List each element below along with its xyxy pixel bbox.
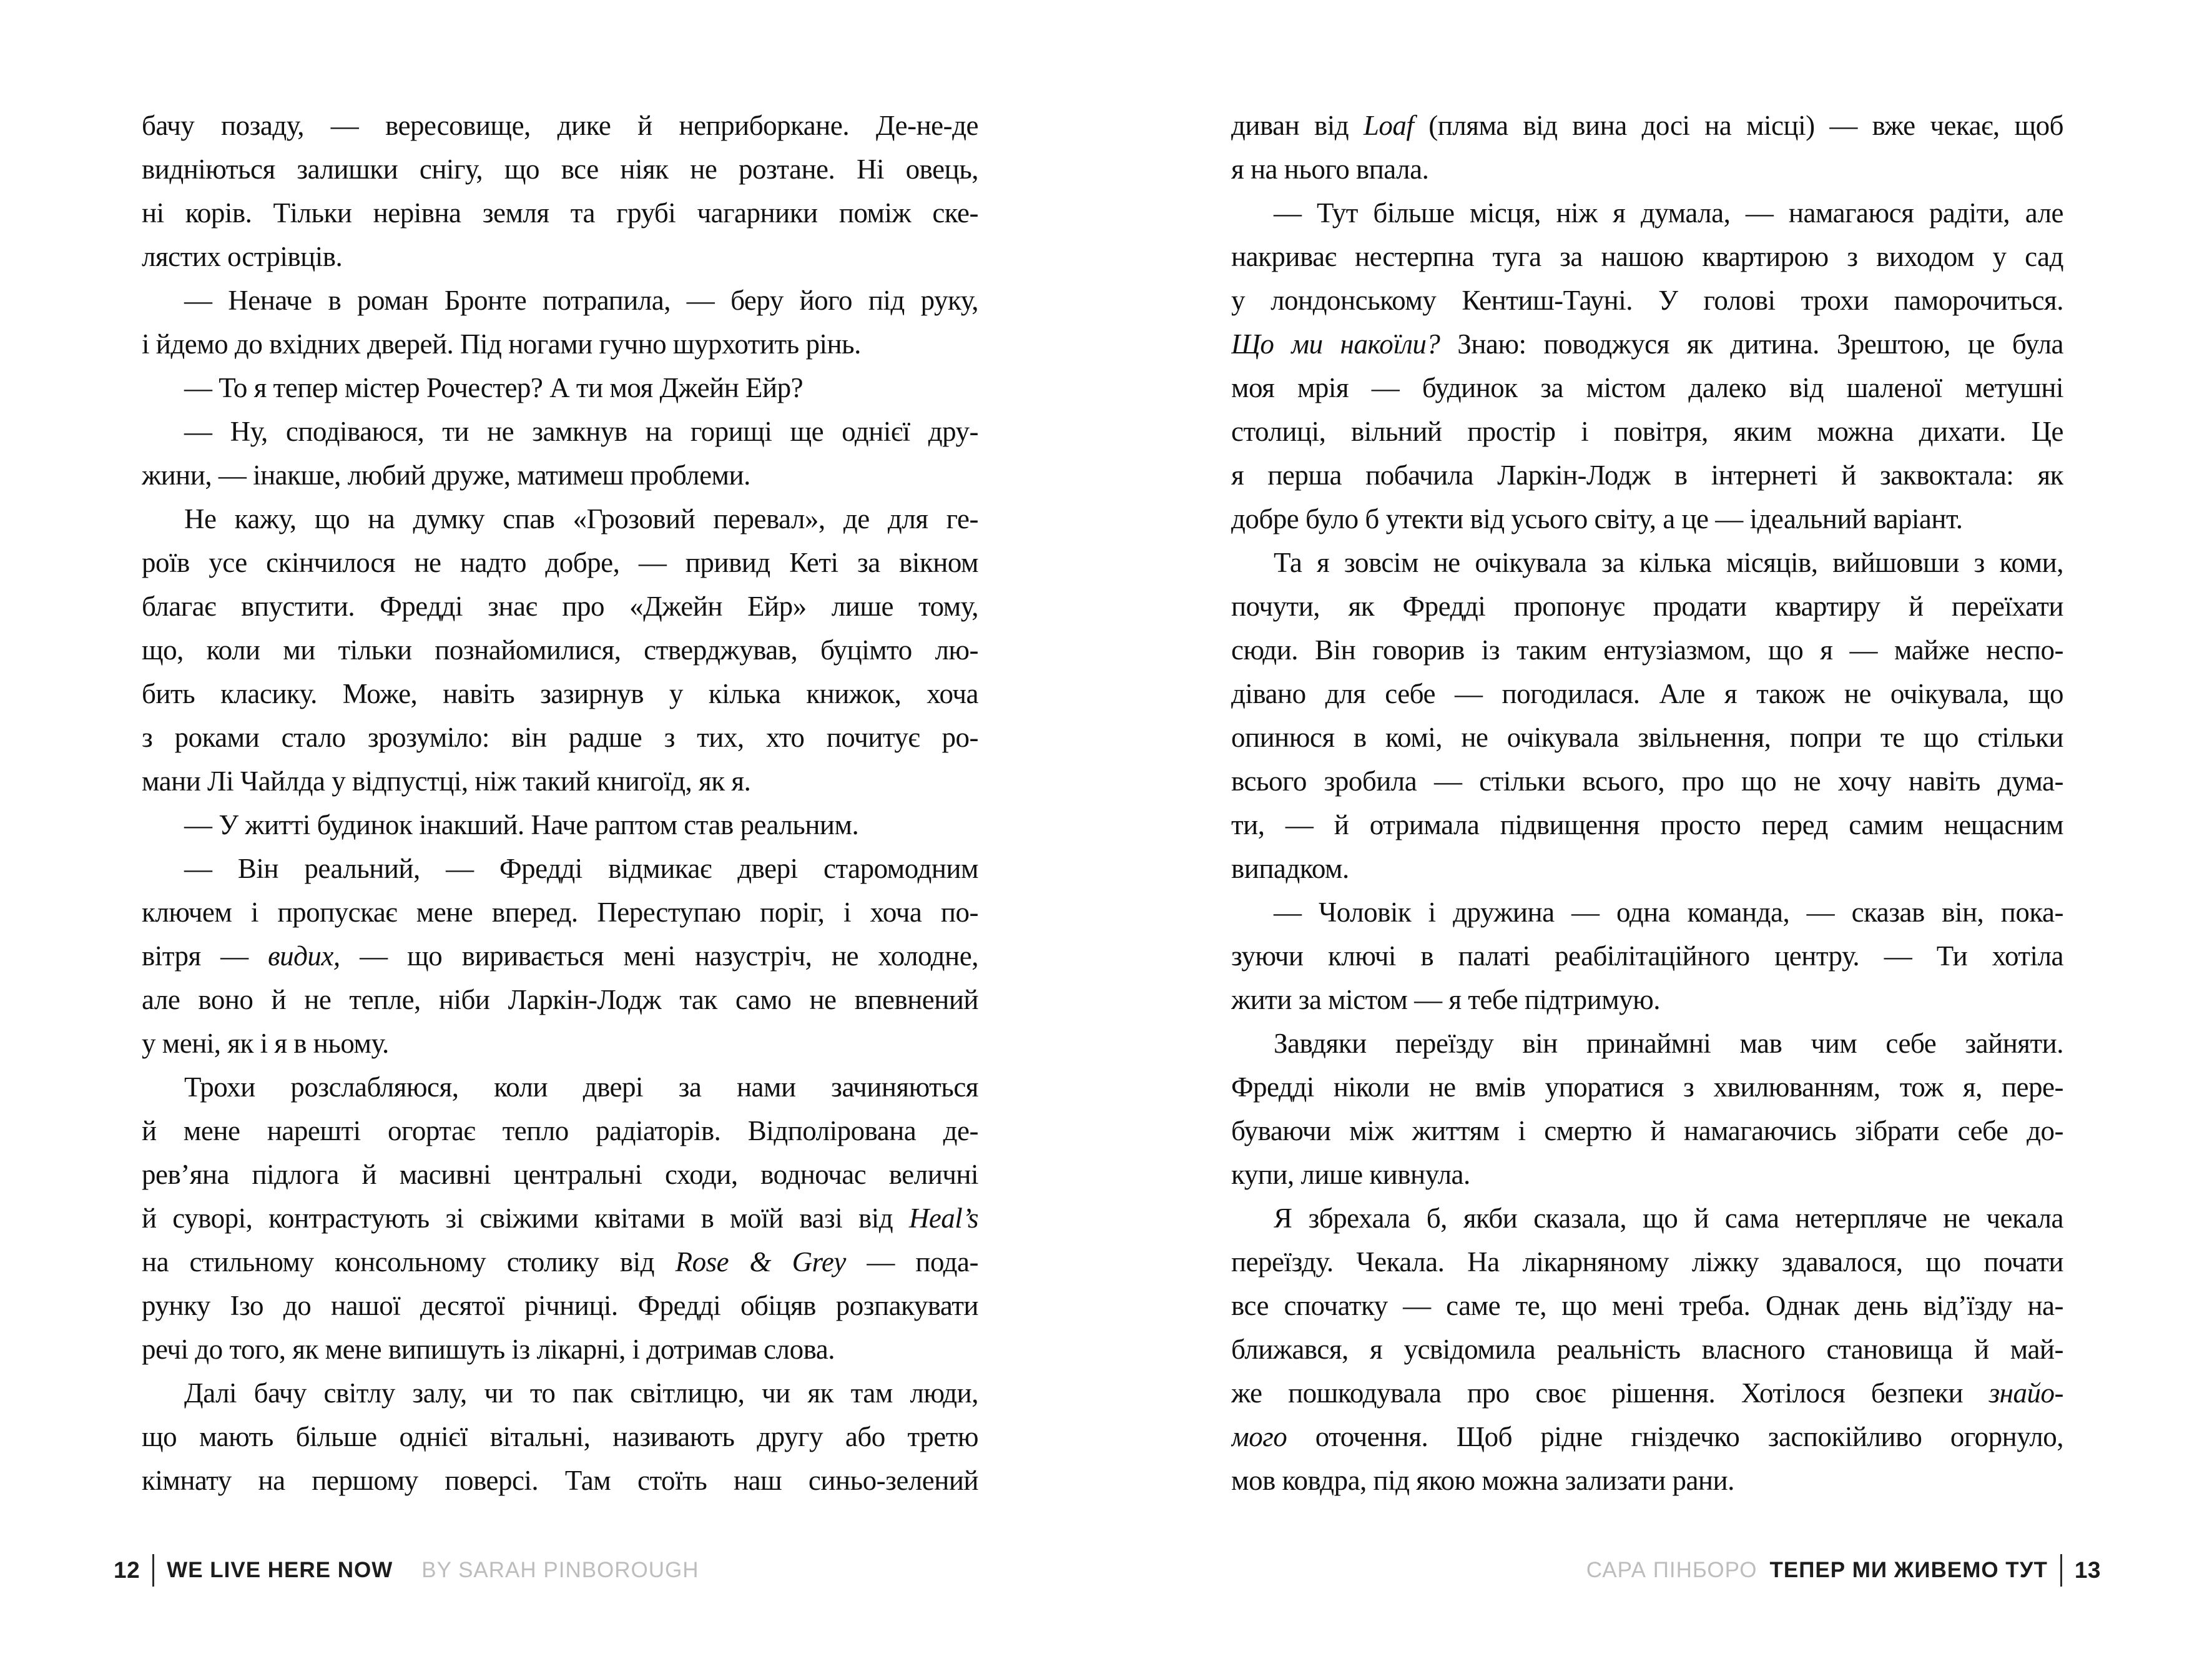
right-page-footer [1586,1553,2101,1587]
text-segment: купи, лише кивнула. [1231,1159,1470,1190]
text-line [1231,628,2063,672]
text-line [1231,1153,2063,1196]
text-line [1231,716,2063,759]
text-line [142,1021,978,1065]
text-segment: — що виривається мені назустріч, не холодне, [340,940,978,972]
text-segment: дівано для себе — погодилася. Але я також не очікувала, що [1231,678,2063,709]
text-line [1231,235,2063,278]
text-segment: я на нього впала. [1231,154,1429,185]
text-segment: і йдемо до вхідних дверей. Під ногами гучно шурхотить рінь. [142,328,861,360]
text-line [142,847,978,890]
text-segment: Я збрехала б, якби сказала, що й сама нетерпляче не чекала [1274,1203,2063,1234]
text-segment: кімнату на першому поверсі. Там стоїть наш синьо-зелений [142,1465,978,1496]
text-segment: зуючи ключі в палаті реабілітаційного центру. — Ти хотіла [1231,940,2063,972]
text-line [142,1109,978,1153]
footer-divider-bar [152,1554,154,1587]
text-segment: жини, — інакше, любий друже, матимеш проблеми. [142,460,750,491]
left-page-footer [114,1553,699,1587]
text-line [142,1284,978,1327]
text-line [1231,1371,2063,1415]
italic-text-segment: знайо- [1988,1377,2063,1409]
book-title-ukrainian: ТЕПЕР МИ ЖИВЕМО ТУТ [1769,1558,2048,1582]
text-segment: всього зробила — стільки всього, про що не хочу навіть дума- [1231,766,2063,797]
text-line [142,628,978,672]
text-line [1231,934,2063,978]
text-segment: сюди. Він говорив із таким ентузіазмом, що я — майже неспо- [1231,634,2063,666]
text-line [1231,322,2063,366]
text-segment: диван від [1231,110,1364,141]
text-line [1231,1459,2063,1502]
text-line [142,584,978,628]
text-segment: оточення. Щоб рідне гніздечко заспокійливо огорнуло, [1287,1421,2063,1452]
italic-text-segment: Loaf [1363,110,1414,141]
italic-text-segment: видих, [268,940,340,972]
text-segment: — Неначе в роман Бронте потрапила, — беру його під руку, [184,285,978,316]
footer-divider-bar [2060,1554,2062,1587]
text-line [142,147,978,191]
text-line [1231,104,2063,147]
text-segment: ти, — й отримала підвищення просто перед самим нещасним [1231,809,2063,840]
text-segment: опинюся в комі, не очікувала звільнення, попри те що стільки [1231,722,2063,753]
text-line [142,1153,978,1196]
text-segment: Далі бачу світлу залу, чи то пак світлицю, чи як там люди, [184,1377,978,1409]
book-byline-english: BY SARAH PINBOROUGH [421,1558,699,1582]
text-line [142,934,978,978]
right-page-text-column [1231,104,2063,1502]
text-line [142,1065,978,1109]
text-segment: ближався, я усвідомила реальність власного становища й май- [1231,1334,2063,1365]
text-segment: рунку Ізо до нашої десятої річниці. Фредді обіцяв розпакувати [142,1290,978,1321]
left-page-text-column [142,104,978,1502]
text-line [142,978,978,1021]
text-line [1231,847,2063,890]
text-line [1231,672,2063,716]
text-line [1231,147,2063,191]
italic-text-segment: Що ми накоїли? [1231,328,1440,360]
text-segment: моя мрія — будинок за містом далеко від шаленої метушні [1231,372,2063,403]
text-segment: добре було б утекти від усього світу, а це — ідеальний варіант. [1231,503,1963,534]
text-line [142,672,978,716]
text-segment: рев’яна підлога й масивні центральні сходи, водночас величні [142,1159,978,1190]
text-line [1231,1415,2063,1459]
italic-text-segment: мого [1231,1421,1287,1452]
text-line [1231,1109,2063,1153]
text-line [142,803,978,847]
text-segment: — Він реальний, — Фредді відмикає двері старомодним [184,853,978,884]
text-segment: бачу позаду, — вересовище, дике й неприборкане. Де-не-де [142,110,978,141]
text-segment: ключем і пропускає мене вперед. Переступаю поріг, і хоча по- [142,897,978,928]
text-segment: речі до того, як мене випишуть із лікарні, і дотримав слова. [142,1334,835,1365]
text-segment: що мають більше однієї вітальні, називають другу або третю [142,1421,978,1452]
text-line [142,366,978,410]
text-segment: буваючи між життям і смертю й намагаючись зібрати себе до- [1231,1115,2063,1146]
text-line [142,410,978,453]
book-title-english: WE LIVE HERE NOW [167,1558,393,1582]
text-line [142,1371,978,1415]
text-segment: бить класику. Може, навіть зазирнув у кілька книжок, хоча [142,678,978,709]
text-segment: благає впустити. Фредді знає про «Джейн Ейр» лише тому, [142,591,978,622]
text-segment: з роками стало зрозуміло: він радше з тих, хто почитує ро- [142,722,978,753]
text-segment: вітря — [142,940,268,972]
text-segment: й суворі, контрастують зі свіжими квітами в моїй вазі від [142,1203,909,1234]
text-segment: (пляма від вина досі на місці) — вже чекає, щоб [1413,110,2063,141]
text-line [1231,278,2063,322]
text-line [1231,1327,2063,1371]
text-segment: що, коли ми тільки познайомилися, стверджував, буцімто лю- [142,634,978,666]
text-segment: — У житті будинок інакший. Наче раптом став реальним. [184,809,859,840]
text-segment: накриває нестерпна туга за нашою квартирою з виходом у сад [1231,241,2063,272]
text-segment: — пода- [845,1246,978,1277]
text-line [142,278,978,322]
text-segment: Та я зовсім не очікувала за кілька місяців, вийшовши з коми, [1274,547,2063,578]
text-segment: же пошкодувала про своє рішення. Хотілося безпеки [1231,1377,1989,1409]
text-line [142,453,978,497]
text-segment: але воно й не тепле, ніби Ларкін-Лодж так само не впевнений [142,984,978,1015]
text-line [1231,1065,2063,1109]
text-line [142,1459,978,1502]
text-segment: столиці, вільний простір і повітря, яким можна дихати. Це [1231,416,2063,447]
text-segment: — То я тепер містер Рочестер? А ти моя Джейн Ейр? [184,372,804,403]
text-segment: мов ковдра, під якою можна зализати рани. [1231,1465,1734,1496]
italic-text-segment: Rose & Grey [675,1246,846,1277]
text-segment: жити за містом — я тебе підтримую. [1231,984,1661,1015]
text-line [142,890,978,934]
text-line [142,1327,978,1371]
text-line [1231,759,2063,803]
text-line [142,191,978,235]
text-segment: — Ну, сподіваюся, ти не замкнув на горищі ще однієї дру- [184,416,978,447]
text-line [1231,1240,2063,1284]
text-segment: переїзду. Чекала. На лікарняному ліжку здавалося, що почати [1231,1246,2063,1277]
text-line [142,759,978,803]
text-line [1231,453,2063,497]
text-line [1231,497,2063,541]
text-line [142,235,978,278]
text-segment: — Чоловік і дружина — одна команда, — сказав він, пока- [1274,897,2063,928]
text-line [1231,1021,2063,1065]
text-line [142,497,978,541]
text-segment: — Тут більше місця, ніж я думала, — намагаюся радіти, але [1274,197,2063,229]
text-segment: видніються залишки снігу, що все ніяк не розтане. Ні овець, [142,154,978,185]
text-segment: Трохи розслабляюся, коли двері за нами зачиняються [184,1071,978,1103]
text-line [1231,410,2063,453]
text-line [1231,366,2063,410]
text-segment: випадком. [1231,853,1349,884]
text-line [1231,191,2063,235]
left-page-number: 12 [114,1557,140,1583]
text-segment: Завдяки переїзду він принаймні мав чим себе зайняти. [1274,1028,2063,1059]
text-line [142,1240,978,1284]
text-line [1231,584,2063,628]
text-segment: у мені, як і я в ньому. [142,1028,389,1059]
text-line [142,1196,978,1240]
text-line [142,716,978,759]
text-segment: все спочатку — саме те, що мені треба. Однак день від’їзду на- [1231,1290,2063,1321]
right-page-number: 13 [2074,1557,2101,1583]
text-line [1231,1196,2063,1240]
text-segment: почути, як Фредді пропонує продати квартиру й переїхати [1231,591,2063,622]
text-segment: на стильному консольному столику від [142,1246,676,1277]
text-segment: я перша побачила Ларкін-Лодж в інтернеті й заквоктала: як [1231,460,2063,491]
text-line [1231,1284,2063,1327]
text-segment: ні корів. Тільки нерівна земля та грубі чагарники поміж ске- [142,197,978,229]
text-line [142,541,978,584]
text-segment: роїв усе скінчилося не надто добре, — привид Кеті за вікном [142,547,978,578]
text-segment: Фредді ніколи не вмів упоратися з хвилюванням, тож я, пере- [1231,1071,2063,1103]
italic-text-segment: Heal’s [908,1203,978,1234]
text-segment: Не кажу, що на думку спав «Грозовий перевал», де для ге- [184,503,978,534]
text-line [142,1415,978,1459]
text-segment: й мене нарешті огортає тепло радіаторів. Відполірована де- [142,1115,978,1146]
text-segment: Знаю: поводжуся як дитина. Зрештою, це була [1440,328,2063,360]
text-line [1231,890,2063,934]
text-line [142,104,978,147]
text-line [142,322,978,366]
text-segment: у лондонському Кентиш-Тауні. У голові трохи паморочиться. [1231,285,2063,316]
text-line [1231,541,2063,584]
text-segment: мани Лі Чайлда у відпустці, ніж такий книгоїд, як я. [142,766,751,797]
book-author-ukrainian: САРА ПІНБОРО [1586,1558,1757,1582]
text-line [1231,803,2063,847]
text-segment: лястих острівців. [142,241,343,272]
text-line [1231,978,2063,1021]
